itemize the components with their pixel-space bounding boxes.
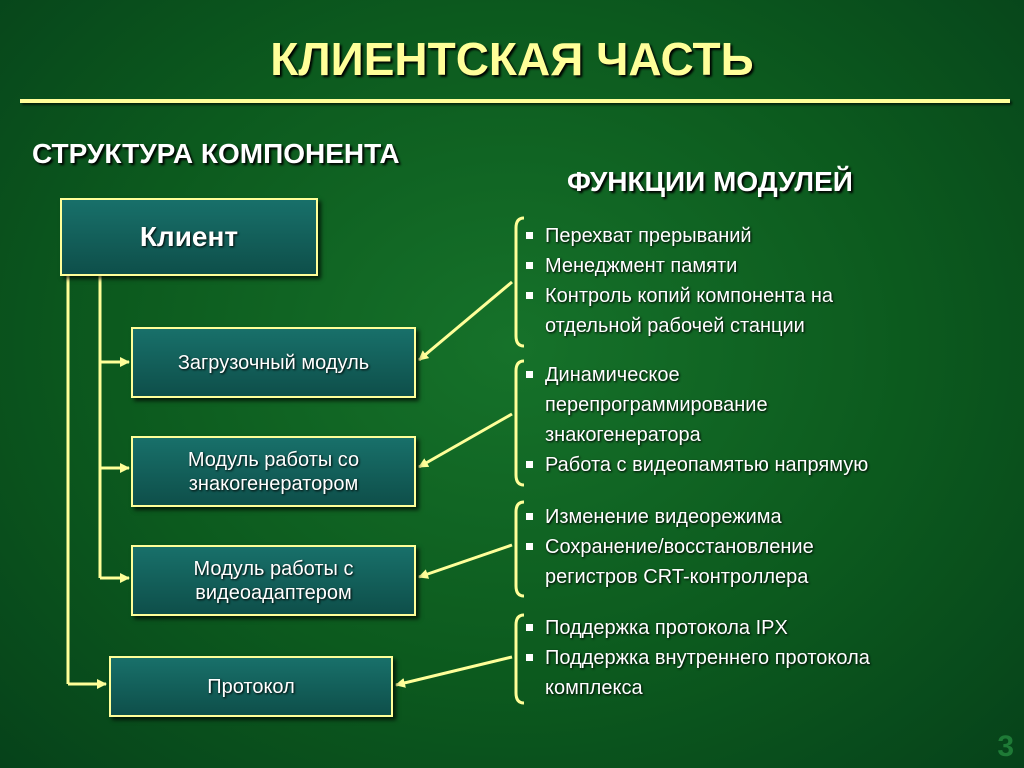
page-number: 3 [997, 730, 1014, 763]
diag-arrow-4 [396, 657, 512, 685]
structure-heading: СТРУКТУРА КОМПОНЕНТА [32, 138, 400, 169]
function-item: Сохранение/восстановление [518, 532, 814, 562]
function-item: Контроль копий компонента на [518, 281, 833, 311]
function-item-continuation: регистров CRT-контроллера [545, 566, 809, 588]
function-list-3 [518, 502, 814, 592]
module-box-video [131, 545, 416, 616]
function-list-1 [518, 221, 833, 341]
diag-arrow-3 [419, 545, 512, 577]
function-item-continuation: отдельной рабочей станции [545, 315, 805, 337]
slide-title: КЛИЕНТСКАЯ ЧАСТЬ [270, 33, 754, 85]
function-item: Поддержка внутреннего протокола [518, 643, 870, 673]
function-item: Менеджмент памяти [518, 251, 833, 281]
functions-heading: ФУНКЦИИ МОДУЛЕЙ [567, 166, 853, 197]
function-item: Поддержка протокола IPX [518, 613, 870, 643]
diag-arrow-2 [419, 414, 512, 467]
module-box-line: Модуль работы с [193, 557, 354, 580]
function-item-continuation: знакогенератора [545, 424, 701, 446]
diag-arrow-1 [419, 282, 512, 360]
function-item: Изменение видеорежима [518, 502, 814, 532]
function-list-4 [518, 613, 870, 703]
function-item-continuation: перепрограммирование [545, 394, 768, 416]
module-box-line: Модуль работы со [187, 448, 360, 471]
module-box-protocol [109, 656, 393, 717]
module-box-line: Протокол [207, 675, 295, 698]
function-item: Перехват прерываний [518, 221, 833, 251]
module-box-loader [131, 327, 416, 398]
client-box-label: Клиент [139, 221, 239, 252]
function-item: Работа с видеопамятью напрямую [518, 450, 868, 480]
module-box-line: видеоадаптером [195, 581, 352, 604]
module-box-line: знакогенератором [188, 472, 359, 495]
module-box-charset [131, 436, 416, 507]
module-box-line: Загрузочный модуль [177, 351, 370, 374]
function-item-continuation: комплекса [545, 677, 643, 699]
client-box [60, 198, 318, 276]
function-item: Динамическое [518, 360, 868, 390]
function-list-2 [518, 360, 868, 480]
